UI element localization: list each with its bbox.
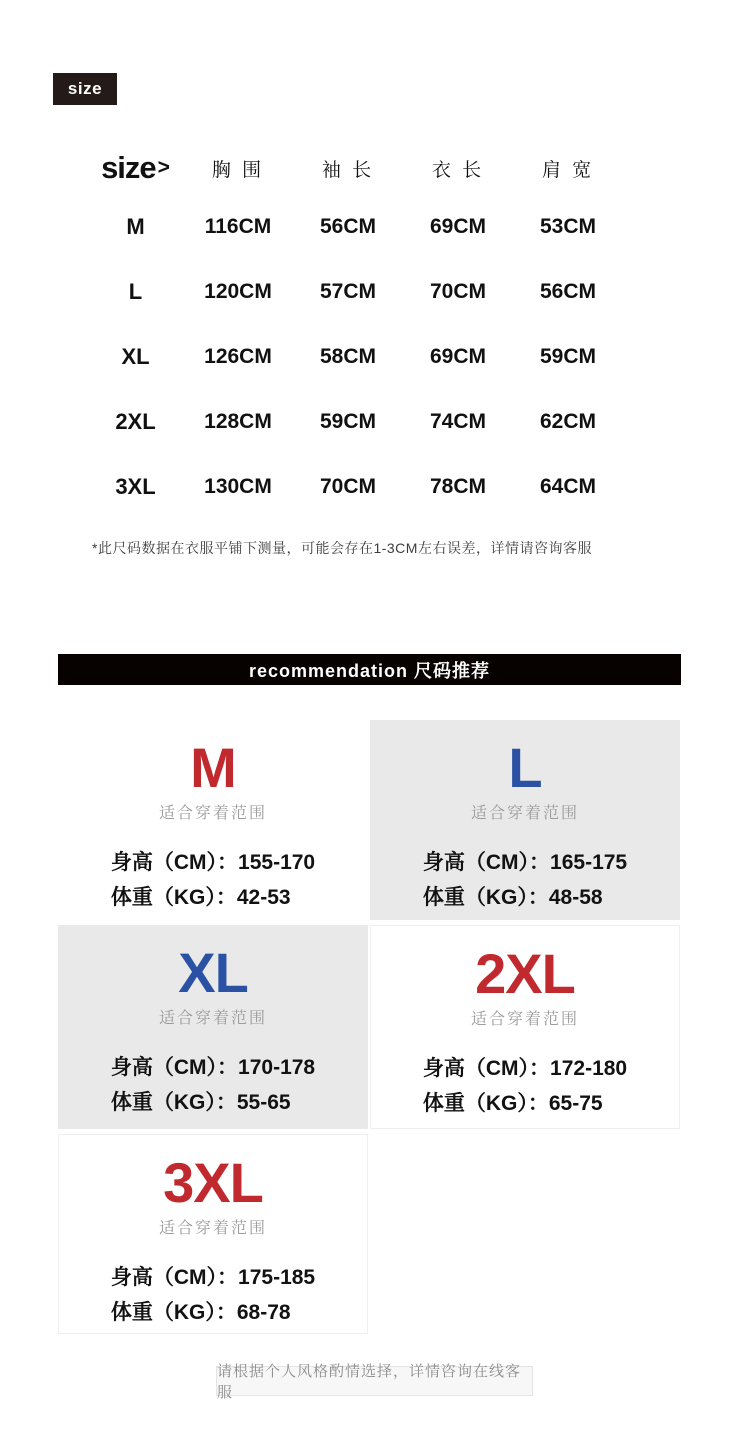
size-card-l [370, 720, 680, 920]
size-card-letter: L [508, 736, 542, 799]
fit-range-values [111, 845, 315, 915]
height-range: 身高（CM）：155-170 [110, 851, 316, 874]
size-badge [53, 73, 117, 105]
table-cell-sleeve: 57CM [319, 279, 377, 303]
measurement-disclaimer: *此尺码数据在衣服平铺下测量，可能会存在1-3CM左右误差，详情请咨询客服 [92, 540, 592, 556]
size-badge-label: size [67, 79, 103, 98]
fit-range-label: 适合穿着范围 [158, 1010, 267, 1027]
height-range: 身高（CM）：165-175 [422, 851, 628, 874]
table-row-size-label: XL [121, 343, 150, 369]
table-row-size-label: L [128, 278, 143, 304]
weight-range: 体重（KG）：55-65 [110, 1091, 291, 1114]
table-cell-shoulder: 59CM [539, 344, 597, 368]
table-cell-chest: 116CM [204, 214, 272, 238]
table-cell-length: 69CM [429, 344, 487, 368]
recommendation-banner: recommendation 尺码推荐 [58, 654, 681, 685]
table-cell-length: 70CM [429, 279, 487, 303]
table-cell-sleeve: 58CM [319, 344, 377, 368]
table-row-size-label: M [126, 213, 145, 239]
fit-range-label: 适合穿着范围 [158, 805, 267, 822]
table-row-size-label: 2XL [115, 408, 156, 434]
size-card-letter: XL [178, 941, 248, 1004]
column-header-chest: 胸 围 [211, 159, 265, 181]
height-range: 身高（CM）：175-185 [110, 1266, 316, 1289]
chevron-right-icon: > [157, 156, 170, 179]
size-table-title [88, 142, 183, 194]
size-card-m [58, 720, 368, 920]
table-row-size-label: 3XL [115, 473, 156, 499]
size-table [88, 142, 623, 519]
table-cell-sleeve: 59CM [319, 409, 377, 433]
table-cell-chest: 126CM [204, 344, 272, 368]
table-cell-shoulder: 64CM [539, 474, 597, 498]
footer-note-bar: 请根据个人风格酌情选择，详情咨询在线客服 [216, 1366, 533, 1396]
height-range: 身高（CM）：172-180 [422, 1057, 628, 1080]
table-cell-chest: 120CM [204, 279, 272, 303]
size-card-3xl [58, 1134, 368, 1334]
weight-range: 体重（KG）：65-75 [422, 1092, 603, 1115]
weight-range: 体重（KG）：42-53 [110, 886, 291, 909]
table-cell-shoulder: 62CM [539, 409, 597, 433]
size-card-letter: M [190, 736, 236, 799]
fit-range-values [423, 845, 627, 915]
fit-range-values [111, 1260, 315, 1330]
table-cell-chest: 128CM [204, 409, 272, 433]
table-cell-chest: 130CM [204, 474, 272, 498]
table-cell-length: 74CM [429, 409, 487, 433]
size-card-2xl [370, 925, 680, 1129]
column-header-shoulder: 肩 宽 [541, 159, 595, 181]
table-cell-shoulder: 53CM [539, 214, 597, 238]
fit-range-label: 适合穿着范围 [158, 1220, 267, 1237]
fit-range-label: 适合穿着范围 [470, 805, 579, 822]
size-card-xl [58, 925, 368, 1129]
table-cell-sleeve: 56CM [319, 214, 377, 238]
table-cell-shoulder: 56CM [539, 279, 597, 303]
table-cell-length: 69CM [429, 214, 487, 238]
weight-range: 体重（KG）：68-78 [110, 1301, 291, 1324]
size-card-letter: 3XL [163, 1151, 263, 1214]
column-header-length: 衣 长 [431, 159, 485, 181]
fit-range-label: 适合穿着范围 [470, 1011, 579, 1028]
weight-range: 体重（KG）：48-58 [422, 886, 603, 909]
fit-range-values [111, 1050, 315, 1120]
fit-range-values [423, 1051, 627, 1121]
column-header-sleeve: 袖 长 [321, 159, 375, 181]
table-cell-sleeve: 70CM [319, 474, 377, 498]
height-range: 身高（CM）：170-178 [110, 1056, 316, 1079]
size-card-letter: 2XL [475, 942, 575, 1005]
table-cell-length: 78CM [429, 474, 487, 498]
recommendation-grid [58, 720, 680, 1334]
size-table-title-text: size [101, 150, 156, 185]
